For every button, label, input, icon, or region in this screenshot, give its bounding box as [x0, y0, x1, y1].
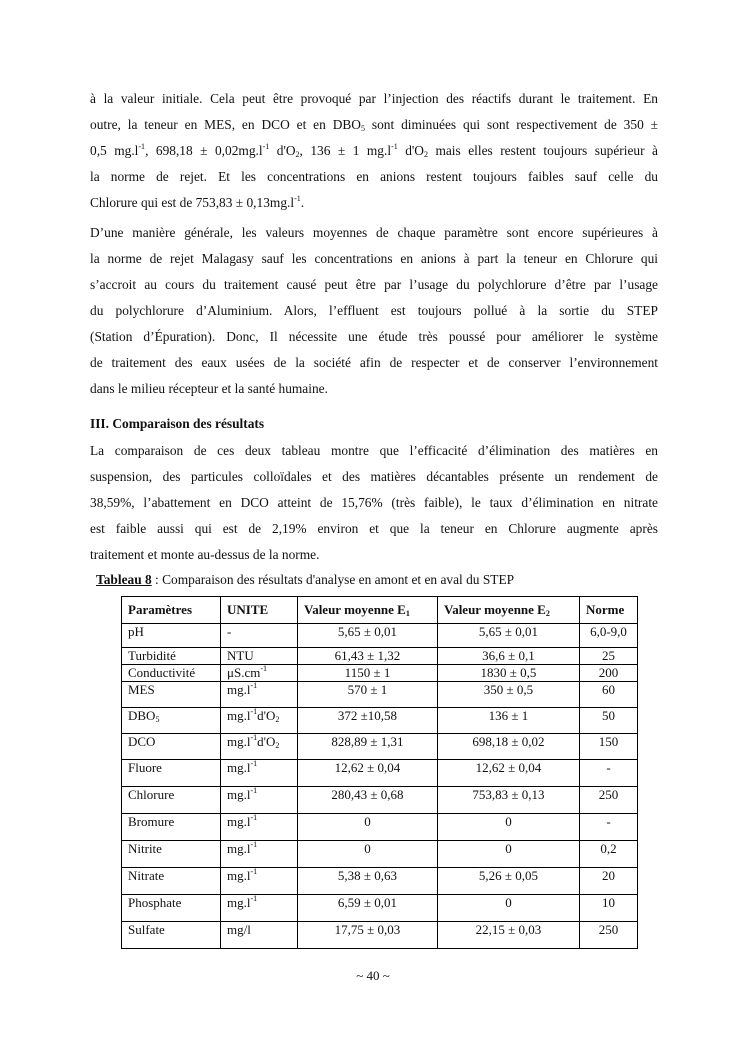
table-row [122, 708, 638, 734]
page-number: ~ 40 ~ [356, 968, 390, 983]
cell: 10 [580, 895, 638, 922]
cell: 6,0-9,0 [580, 624, 638, 648]
paragraph-2 [90, 220, 658, 402]
cell: 6,59 ± 0,01 [298, 895, 438, 922]
cell: $DBO_5$ [122, 708, 221, 734]
cell: 5,38 ± 0,63 [298, 868, 438, 895]
cell: 17,75 ± 0,03 [298, 922, 438, 949]
cell: 0 [298, 814, 438, 841]
header-cell: Valeur moyenne $E_1$ [298, 597, 438, 624]
table-row [122, 648, 638, 665]
cell: 0 [298, 841, 438, 868]
cell: 0 [438, 841, 580, 868]
cell: 828,89 ± 1,31 [298, 734, 438, 760]
section-title: III. Comparaison des résultats [90, 416, 265, 431]
cell: $\mu S.cm^{-1}$ [221, 665, 298, 682]
text-line: s’accroit au cours du traitement causé peut être par l’usage du polychlorure d’être par l’usage [90, 277, 658, 292]
text-line: outre, la teneur en MES, en DCO et en $DBO_5$ sont diminuées qui sont respectivement de 350 ± [90, 117, 659, 133]
cell: mg/l [221, 922, 298, 949]
cell: $mg.l^{-1}$ [221, 814, 298, 841]
header-cell: UNITE [221, 597, 298, 624]
cell: 50 [580, 708, 638, 734]
cell: 36,6 ± 0,1 [438, 648, 580, 665]
cell: 1830 ± 0,5 [438, 665, 580, 682]
table-row [122, 787, 638, 814]
text-line: du polychlorure d’Aluminium. Alors, l’effluent est toujours pollué à la sortie du STEP [90, 303, 658, 318]
cell: 22,15 ± 0,03 [438, 922, 580, 949]
cell: $mg.l^{-1}$ [221, 895, 298, 922]
cell: - [580, 814, 638, 841]
cell: 12,62 ± 0,04 [438, 760, 580, 787]
table-row [122, 734, 638, 760]
table-row [122, 682, 638, 708]
cell: 25 [580, 648, 638, 665]
cell: $mg.l^{-1}$ [221, 868, 298, 895]
table-row [122, 665, 638, 682]
cell: 150 [580, 734, 638, 760]
table-row [122, 868, 638, 895]
cell: - [221, 624, 298, 648]
text-line: est faible aussi qui est de 2,19% environ et que la teneur en Chlorure augmente après [90, 521, 658, 536]
cell: 60 [580, 682, 638, 708]
cell: Bromure [122, 814, 221, 841]
text-line: 38,59%, l’abattement en DCO atteint de 15,76% (très faible), le taux d’élimination en nitrate [90, 495, 658, 510]
paragraph-1 [90, 86, 658, 216]
table-caption: Tableau 8 : Comparaison des résultats d'analyse en amont et en aval du STEP [96, 572, 515, 587]
text-line: Chlorure qui est de $753,83 \pm 0,13mg.l^{-1}$. [90, 194, 305, 210]
cell: NTU [221, 648, 298, 665]
text-line: la norme de rejet. Et les concentrations en anions restent toujours faibles sauf celle du [90, 169, 658, 184]
cell: MES [122, 682, 221, 708]
header-cell: Valeur moyenne $E_2$ [438, 597, 580, 624]
cell: 200 [580, 665, 638, 682]
cell: $mg.l^{-1}d'O_2$ [221, 708, 298, 734]
cell: - [580, 760, 638, 787]
cell: 0 [438, 895, 580, 922]
cell: Conductivité [122, 665, 221, 682]
cell: 280,43 ± 0,68 [298, 787, 438, 814]
header-cell: Paramètres [122, 597, 221, 624]
cell: pH [122, 624, 221, 648]
cell: 61,43 ± 1,32 [298, 648, 438, 665]
cell: DCO [122, 734, 221, 760]
cell: 12,62 ± 0,04 [298, 760, 438, 787]
cell: $mg.l^{-1}$ [221, 841, 298, 868]
cell: Fluore [122, 760, 221, 787]
comparison-table [121, 596, 638, 949]
table-row [122, 922, 638, 949]
cell: 250 [580, 787, 638, 814]
cell: 20 [580, 868, 638, 895]
cell: 698,18 ± 0,02 [438, 734, 580, 760]
table-row [122, 841, 638, 868]
cell: 0 [438, 814, 580, 841]
table-row [122, 895, 638, 922]
cell: 0,2 [580, 841, 638, 868]
cell: $mg.l^{-1}$ [221, 760, 298, 787]
cell: Nitrate [122, 868, 221, 895]
cell: 753,83 ± 0,13 [438, 787, 580, 814]
table-row [122, 624, 638, 648]
text-line: La comparaison de ces deux tableau montre que l’efficacité d’élimination des matières en [90, 443, 658, 458]
text-line: de traitement des eaux usées de la société afin de respecter et de conserver l’environnement [90, 355, 658, 370]
cell: $mg.l^{-1}$ [221, 787, 298, 814]
text-line: D’une manière générale, les valeurs moyennes de chaque paramètre sont encore supérieures à [90, 225, 658, 240]
header-cell: Norme [580, 597, 638, 624]
text-line: dans le milieu récepteur et la santé humaine. [90, 381, 328, 396]
cell: 570 ± 1 [298, 682, 438, 708]
cell: 350 ± 0,5 [438, 682, 580, 708]
text-line: la norme de rejet Malagasy sauf les concentrations en anions à part la teneur en Chlorure qui [90, 251, 658, 266]
cell: $mg.l^{-1}d'O_2$ [221, 734, 298, 760]
cell: 1150 ± 1 [298, 665, 438, 682]
cell: Sulfate [122, 922, 221, 949]
text-line: traitement et monte au-dessus de la norme. [90, 547, 320, 562]
table-label: Tableau 8 [96, 572, 152, 587]
cell: 136 ± 1 [438, 708, 580, 734]
cell: Phosphate [122, 895, 221, 922]
text-line: suspension, des particules colloïdales et des matières décantables présente un rendement de [90, 469, 658, 484]
text-line: (Station d’Épuration). Donc, Il nécessite une étude très poussé pour améliorer le système [90, 329, 658, 344]
cell: Chlorure [122, 787, 221, 814]
table-row [122, 814, 638, 841]
text-line: à la valeur initiale. Cela peut être provoqué par l’injection des réactifs durant le traitement. En [90, 91, 658, 106]
cell: 5,65 ± 0,01 [438, 624, 580, 648]
cell: $mg.l^{-1}$ [221, 682, 298, 708]
cell: 5,65 ± 0,01 [298, 624, 438, 648]
cell: Turbidité [122, 648, 221, 665]
table-row [122, 760, 638, 787]
cell: 372 ±10,58 [298, 708, 438, 734]
cell: 250 [580, 922, 638, 949]
text-line: 0,5 $mg.l^{-1}$, $698,18 \pm 0,02mg.l^{-1}$ $d'O_2$, 136 ± 1 $mg.l^{-1}$ $d'O_2$ mais elles restent toujours supérieur à [90, 142, 658, 159]
table-header-row [122, 597, 638, 624]
paragraph-3 [90, 438, 658, 568]
cell: 5,26 ± 0,05 [438, 868, 580, 895]
cell: Nitrite [122, 841, 221, 868]
